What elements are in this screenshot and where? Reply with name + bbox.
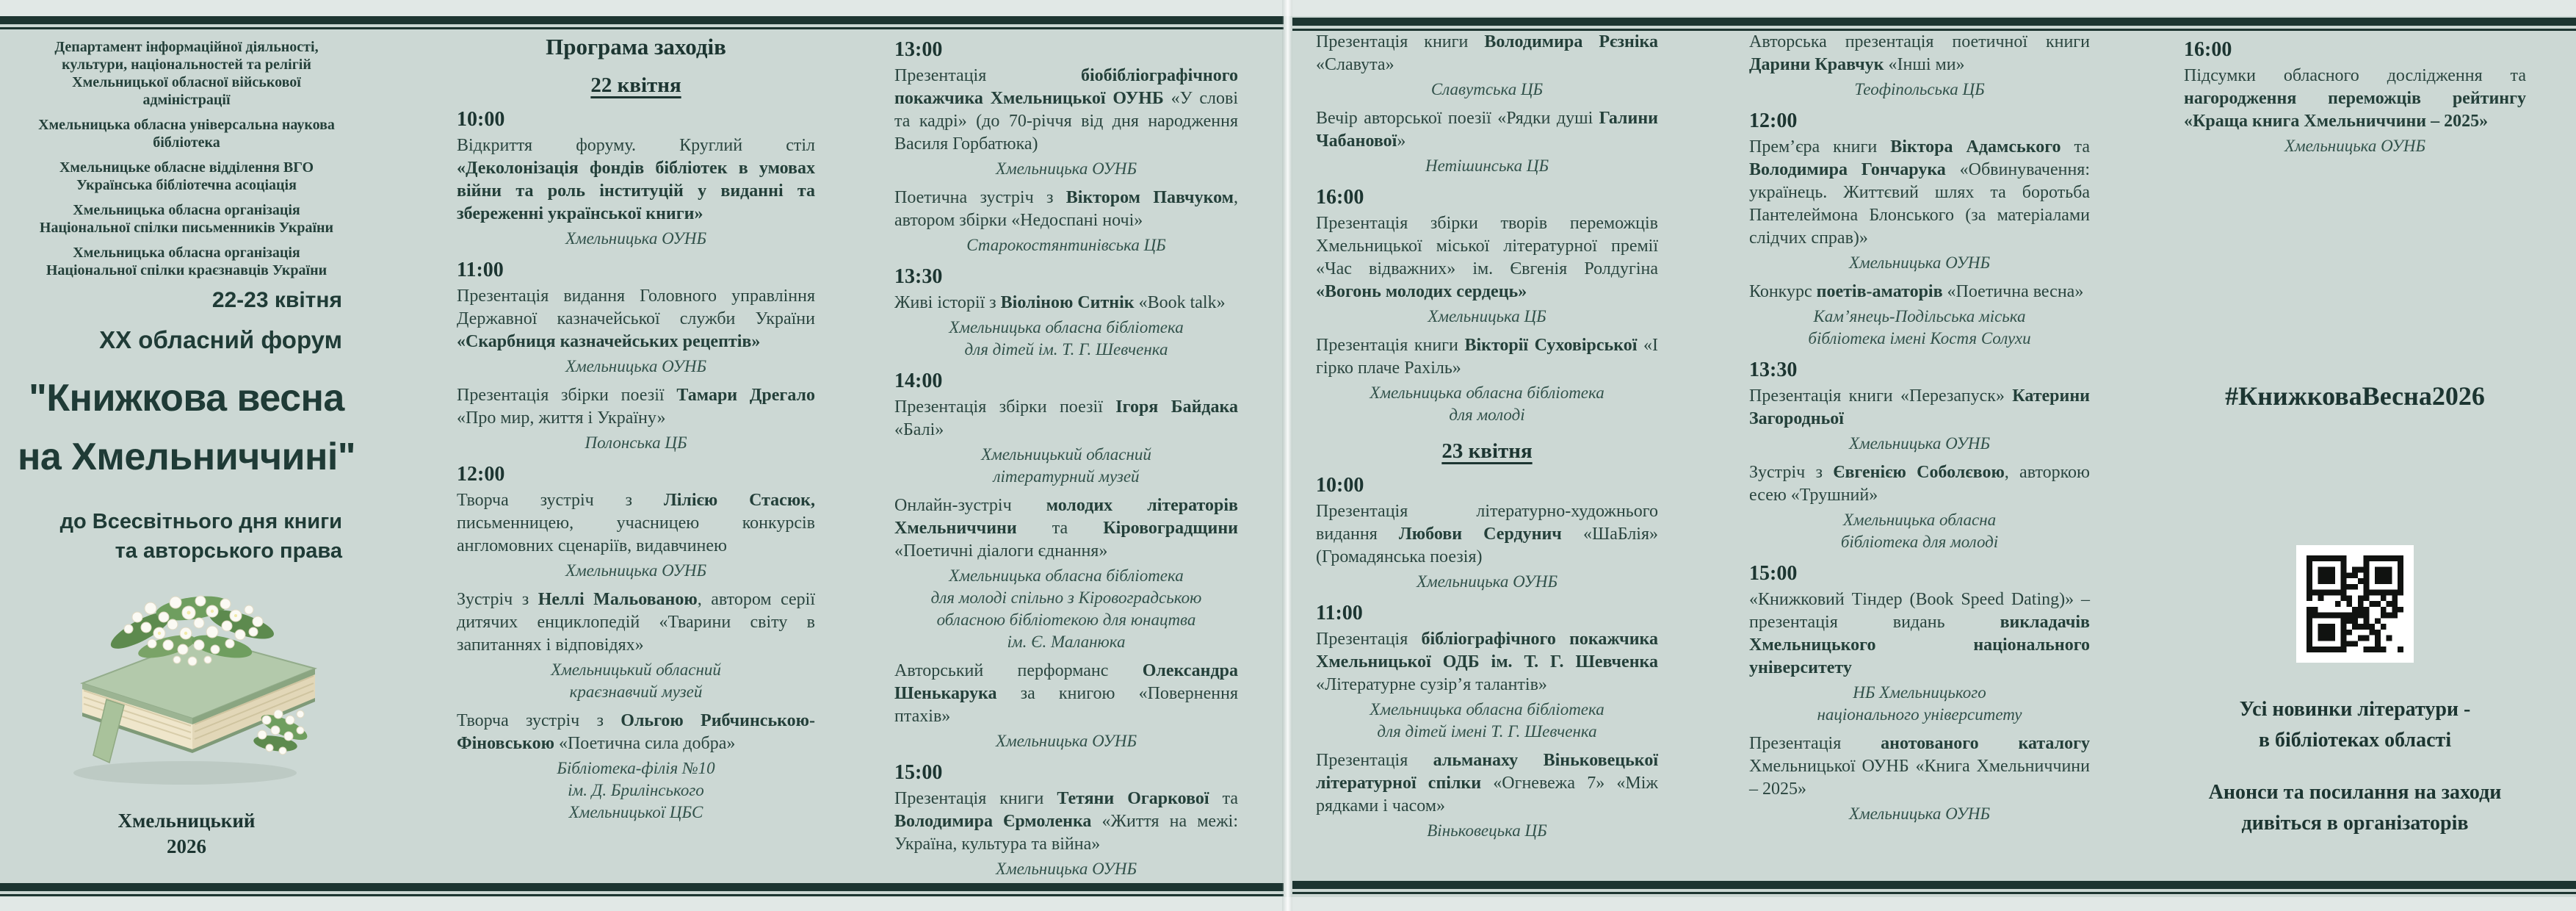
- venue: [2184, 135, 2526, 157]
- program-column-4: [1749, 29, 2090, 885]
- imprint-year: 2026: [167, 835, 206, 857]
- event-text: «Огневежа 7» «Між рядками і часом»: [1316, 774, 1658, 815]
- event-highlight: Галини Чабанової: [1316, 109, 1658, 151]
- event-text: Авторська презентація поетичної книги: [1749, 32, 2090, 51]
- venue: [1316, 382, 1658, 426]
- event-text: «У слові та кадрі» (до 70-річчя від дня народження Василя Горбатюка): [894, 89, 1238, 154]
- time-heading: 15:00: [894, 761, 943, 784]
- event-text: та: [1209, 789, 1238, 808]
- footer-line: в бібліотеках області: [2258, 729, 2452, 752]
- event-highlight: «Скарбниця казначейських рецептів»: [457, 332, 761, 351]
- venue-line: для дітей ім. Т. Г. Шевченка: [964, 340, 1168, 359]
- subtitle-line: та авторського права: [115, 539, 342, 563]
- venue-line: Хмельницька обласна бібліотека: [1370, 700, 1604, 719]
- venue-line: Бібліотека-філія №10: [557, 759, 715, 777]
- event-description: [894, 494, 1238, 563]
- event-highlight: Тамари Дрегало: [676, 386, 815, 405]
- event-highlight: альманаху Віньковецької літературної спілки: [1316, 751, 1658, 793]
- time-heading: 10:00: [457, 108, 505, 131]
- event-description: [1316, 334, 1658, 380]
- event-text: «Поетична сила добра»: [554, 734, 736, 753]
- venue: [1749, 433, 2090, 455]
- venue-line: для молоді: [1449, 406, 1525, 424]
- event-text: «ШаБлія» (Громадянська поезія): [1316, 525, 1658, 566]
- venue: [894, 565, 1238, 653]
- venue-line: Хмельницька обласна бібліотека: [949, 566, 1184, 585]
- event-description: [457, 588, 815, 657]
- organizer: Хмельницька обласна організація Національної спілки краєзнавців України: [46, 245, 328, 278]
- title-line: на Хмельниччині": [17, 436, 356, 478]
- venue-line: Хмельницька обласна: [1842, 511, 1997, 529]
- venue: [457, 560, 815, 582]
- event-text: Творча зустріч з: [457, 491, 664, 510]
- event-text: Конкурс: [1749, 282, 1817, 301]
- event-text: Зустріч з: [457, 590, 538, 609]
- event-description: [1749, 281, 2090, 303]
- event-text: за книгою «Повернення птахів»: [894, 684, 1238, 726]
- event-highlight: Володимира Гончарука: [1749, 160, 1946, 179]
- top-border-rule: [0, 16, 1284, 29]
- event-text: та: [2061, 137, 2090, 156]
- venue-line: Хмельницький обласний: [981, 445, 1151, 464]
- event-text: Зустріч з: [1749, 463, 1834, 482]
- forum-subtitle: [60, 507, 342, 566]
- venue: [1749, 682, 2090, 726]
- venue-line: Хмельницька ОУНБ: [1848, 253, 1991, 272]
- time-heading: 13:30: [894, 265, 943, 288]
- event-description: [457, 134, 815, 226]
- venue: [1316, 306, 1658, 328]
- venue-line: для дітей імені Т. Г. Шевченка: [1377, 722, 1597, 741]
- venue-line: Хмельницька ОУНБ: [2284, 137, 2426, 155]
- forum-name: XX обласний форум: [99, 326, 342, 353]
- title-line: "Книжкова весна: [29, 377, 344, 420]
- event-highlight: Тетяни Огаркової: [1057, 789, 1209, 808]
- event-description: [894, 660, 1238, 728]
- event-description: [2184, 65, 2526, 133]
- footer-note-announcements: [2184, 777, 2526, 839]
- venue: [1749, 803, 2090, 825]
- footer-line: дивіться в організаторів: [2241, 812, 2469, 835]
- event-text: «Інші ми»: [1884, 55, 1965, 74]
- schedule-items: [457, 73, 815, 824]
- schedule-items: [1749, 31, 2090, 825]
- venue: [1316, 571, 1658, 593]
- schedule-items: [1316, 31, 1658, 842]
- event-text: , автором серії дитячих енциклопедій «Тварини світу в запитаннях і відповідях»: [457, 590, 816, 655]
- venue-line: Хмельницька ОУНБ: [995, 860, 1137, 878]
- time-heading: 14:00: [894, 370, 943, 392]
- venue-line: НБ Хмельницького: [1853, 683, 1986, 702]
- event-highlight: Євгенією Соболєвою: [1833, 463, 2005, 482]
- program-column-1: [457, 29, 815, 885]
- footer-note-libraries: [2184, 694, 2526, 756]
- event-highlight: поетів-аматорів: [1816, 282, 1943, 301]
- event-description: [1749, 588, 2090, 680]
- event-text: «Поетичні діалоги єднання»: [894, 541, 1108, 561]
- qr-code: [2296, 545, 2414, 663]
- event-text: Презентація збірки поезії: [894, 397, 1116, 417]
- event-text: , авторкою есею «Трушний»: [1749, 463, 2090, 505]
- event-highlight: бібліографічного покажчика Хмельницької ОДБ ім. Т. Г. Шевченка: [1316, 630, 1658, 671]
- event-description: [457, 384, 815, 430]
- venue: [1316, 820, 1658, 842]
- venue-line: національного університету: [1817, 705, 2022, 724]
- event-text: Презентація книги: [1316, 32, 1485, 51]
- event-text: Презентація: [1749, 734, 1881, 753]
- venue-line: обласною бібліотекою для юнацтва: [936, 611, 1196, 629]
- venue-line: краєзнавчий музей: [569, 683, 703, 701]
- venue-line: Старокостянтинівська ЦБ: [966, 236, 1166, 254]
- event-description: [457, 489, 815, 558]
- event-text: Презентація: [894, 66, 1081, 85]
- event-highlight: анотованого каталогу: [1881, 734, 2090, 753]
- event-highlight: Кіровоградщини: [1103, 519, 1238, 538]
- venue-line: ім. Д. Брилінського: [568, 781, 704, 799]
- venue: [1749, 509, 2090, 553]
- event-text: Поетична зустріч з: [894, 188, 1066, 207]
- event-description: [894, 65, 1238, 156]
- venue-line: Хмельницька ОУНБ: [995, 159, 1137, 178]
- event-description: [1749, 31, 2090, 76]
- event-highlight: Олександра Шенькарука: [894, 661, 1238, 703]
- event-description: [1749, 461, 2090, 507]
- venue-line: Теофіпольська ЦБ: [1854, 80, 1985, 98]
- imprint-city: Хмельницький: [117, 810, 256, 832]
- venue: [1749, 79, 2090, 101]
- event-description: [457, 285, 815, 353]
- event-text: «Про мир, життя і Україну»: [457, 408, 666, 428]
- event-description: [1316, 500, 1658, 569]
- time-heading: 12:00: [457, 463, 505, 486]
- time-heading: 13:00: [894, 38, 943, 61]
- event-text: Презентація видання Головного управління Державної казначейської служби України: [457, 287, 815, 328]
- venue-line: Нетішинська ЦБ: [1425, 156, 1549, 175]
- venue: [1316, 79, 1658, 101]
- event-highlight: Володимира Єрмоленка: [894, 812, 1092, 831]
- time-heading: 12:00: [1749, 109, 1798, 132]
- event-text: »: [1397, 132, 1406, 151]
- time-heading: 16:00: [2184, 38, 2232, 61]
- venue: [894, 858, 1238, 880]
- event-text: «Поетична весна»: [1942, 282, 2084, 301]
- event-highlight: «Деколонізація фондів бібліотек в умовах війни та роль інституцій у виданні та збереженні української книги»: [457, 159, 815, 223]
- venue: [1749, 306, 2090, 350]
- venue-line: для молоді спільно з Кіровоградською: [930, 588, 1202, 607]
- event-highlight: Неллі Мальованою: [538, 590, 698, 609]
- event-text: «І гірко плаче Рахіль»: [1316, 336, 1658, 378]
- event-text: та: [1016, 519, 1104, 538]
- venue: [457, 356, 815, 378]
- event-description: [1316, 628, 1658, 696]
- event-text: Творча зустріч з: [457, 711, 621, 730]
- event-highlight: Дарини Кравчук: [1749, 55, 1884, 74]
- event-highlight: біобібліографічного покажчика Хмельницької ОУНБ: [894, 66, 1238, 108]
- event-description: [1316, 107, 1658, 153]
- book-with-flowers-image: [38, 573, 332, 793]
- event-highlight: Віоліною Ситнік: [1000, 293, 1135, 312]
- venue-line: Хмельницької ЦБС: [568, 803, 703, 821]
- event-highlight: Володимира Рєзніка: [1484, 32, 1658, 51]
- venue-line: Хмельницька обласна бібліотека: [949, 318, 1184, 336]
- organizer: Департамент інформаційної діяльності, культури, національностей та релігій Хмельницької обласної військової адміністрації: [54, 39, 319, 108]
- venue-line: Хмельницька ОУНБ: [565, 357, 707, 375]
- venue: [457, 432, 815, 454]
- venue: [894, 158, 1238, 180]
- event-description: [1749, 385, 2090, 431]
- venue: [1749, 252, 2090, 274]
- event-text: Онлайн-зустріч: [894, 496, 1046, 515]
- event-text: «Життя на межі: Україна, культура та війна»: [894, 812, 1238, 854]
- event-highlight: Ігоря Байдака: [1115, 397, 1238, 417]
- event-description: [1316, 212, 1658, 303]
- event-text: Презентація збірки поезії: [457, 386, 677, 405]
- subtitle-line: до Всесвітнього дня книги: [59, 510, 342, 533]
- event-text: Підсумки обласного дослідження та: [2184, 66, 2526, 85]
- venue-line: Хмельницька ОУНБ: [1848, 804, 1991, 823]
- event-text: Вечір авторської поезії «Рядки душі: [1316, 109, 1599, 128]
- venue-line: Хмельницька ЦБ: [1428, 307, 1546, 325]
- event-description: [894, 396, 1238, 442]
- event-description: [894, 788, 1238, 856]
- event-description: [894, 187, 1238, 232]
- venue-line: ім. Є. Маланюка: [1007, 633, 1126, 651]
- page-fold-seam: [1282, 0, 1292, 911]
- venue-line: Полонська ЦБ: [585, 433, 687, 452]
- footer-line: Анонси та посилання на заходи: [2208, 781, 2502, 804]
- event-text: «Обвинувачення: українець. Життєвий шлях та боротьба Пантелеймона Блонського (за матеріалами слідчих справ)»: [1749, 160, 2090, 248]
- time-heading: 13:30: [1749, 359, 1798, 381]
- venue: [457, 659, 815, 703]
- venue-line: Хмельницький обласний: [551, 660, 721, 679]
- event-description: [1316, 749, 1658, 818]
- event-highlight: викладачів Хмельницького національного університету: [1749, 613, 2090, 677]
- venue: [1316, 699, 1658, 743]
- footer-line: Усі новинки літератури -: [2239, 698, 2471, 721]
- event-highlight: Віктора Адамського: [1890, 137, 2061, 156]
- event-text: Презентація: [1316, 630, 1422, 649]
- time-heading: 10:00: [1316, 474, 1364, 497]
- venue-line: бібліотека імені Костя Солухи: [1808, 329, 2031, 348]
- venue-line: Віньковецька ЦБ: [1427, 821, 1547, 840]
- organizer: Хмельницька обласна універсальна наукова бібліотека: [38, 117, 335, 151]
- event-text: Відкриття форуму. Круглий стіл: [457, 136, 815, 155]
- event-description: [1316, 31, 1658, 76]
- event-text: Авторський перформанс: [894, 661, 1143, 680]
- event-text: Презентація книги: [1316, 336, 1465, 355]
- event-text: письменницею, учасницею конкурсів англомовних сценаріїв, видавчинею: [457, 514, 815, 555]
- program-title: Програма заходів: [546, 34, 726, 60]
- venue-line: Хмельницька ОУНБ: [565, 229, 707, 248]
- event-text: Хмельницької ОУНБ «Книга Хмельниччини – 2025»: [1749, 757, 2090, 799]
- event-text: «Балі»: [894, 420, 944, 439]
- schedule-items: [2184, 38, 2526, 157]
- event-text: Презентація книги «Перезапуск»: [1749, 386, 2013, 406]
- venue-line: літературний музей: [993, 467, 1140, 486]
- event-text: Презентація літературно-художнього видання: [1316, 502, 1658, 544]
- event-highlight: «Вогонь молодих сердець»: [1316, 282, 1527, 301]
- program-column-2: [894, 29, 1238, 885]
- event-text: Прем’єра книги: [1749, 137, 1891, 156]
- venue: [457, 757, 815, 824]
- back-panel: [2184, 29, 2526, 885]
- event-text: «Book talk»: [1134, 293, 1226, 312]
- event-text: «Славута»: [1316, 55, 1394, 74]
- time-heading: 15:00: [1749, 562, 1798, 585]
- time-heading: 11:00: [1316, 602, 1363, 624]
- event-highlight: Віктором Павчуком: [1066, 188, 1234, 207]
- program-column-3: [1316, 29, 1658, 885]
- day-heading: 23 квітня: [1441, 439, 1533, 463]
- event-highlight: Вікторії Суховірської: [1464, 336, 1638, 355]
- event-text: , автором збірки «Недоспані ночі»: [894, 188, 1238, 230]
- event-description: [1749, 732, 2090, 801]
- venue-line: Хмельницька ОУНБ: [1848, 434, 1991, 453]
- organizers-list: [31, 38, 342, 287]
- venue: [894, 730, 1238, 752]
- event-text: «Літературне сузір’я талантів»: [1316, 675, 1547, 694]
- cover-panel: [17, 29, 356, 885]
- venue-line: Славутська ЦБ: [1430, 80, 1544, 98]
- organizer: Хмельницьке обласне відділення ВГО Українська бібліотечна асоціація: [59, 159, 314, 193]
- venue-line: Хмельницька ОУНБ: [995, 732, 1137, 750]
- event-description: [894, 292, 1238, 314]
- time-heading: 11:00: [457, 259, 504, 281]
- venue: [894, 234, 1238, 256]
- event-text: Презентація збірки творів переможців Хмельницької міської літературної премії «Час відважних» ім. Євгенія Ролдугіна: [1316, 214, 1658, 278]
- venue: [1316, 155, 1658, 177]
- event-text: Презентація книги: [894, 789, 1057, 808]
- venue: [457, 228, 815, 250]
- event-highlight: Ольгою Рибчинською-Фіновською: [457, 711, 815, 753]
- organizer: Хмельницька обласна організація Національної спілки письменників України: [39, 202, 334, 236]
- venue-line: Кам’янець-Подільська міська: [1813, 307, 2026, 325]
- event-description: [1749, 136, 2090, 250]
- forum-title: [18, 369, 355, 486]
- hashtag: #КнижковаВесна2026: [2225, 381, 2485, 411]
- day-heading: 22 квітня: [590, 73, 681, 97]
- venue: [894, 317, 1238, 361]
- venue-line: бібліотека для молоді: [1840, 533, 1999, 551]
- schedule-items: [894, 38, 1238, 880]
- event-description: [457, 710, 815, 755]
- event-text: «Книжковий Тіндер (Book Speed Dating)» – презентація видань: [1749, 590, 2090, 632]
- time-heading: 16:00: [1316, 186, 1364, 209]
- event-highlight: Любови Сердунич: [1398, 525, 1562, 544]
- event-text: Живі історії з: [894, 293, 1001, 312]
- venue-line: Хмельницька ОУНБ: [1416, 572, 1558, 591]
- event-highlight: Катерини Загородньої: [1749, 386, 2090, 428]
- venue-line: Хмельницька обласна бібліотека: [1370, 384, 1604, 402]
- event-text: Презентація: [1316, 751, 1433, 770]
- event-highlight: молодих літераторів Хмельниччини: [894, 496, 1238, 538]
- event-highlight: нагородження переможців рейтингу «Краща книга Хмельниччини – 2025»: [2184, 89, 2526, 131]
- event-highlight: Лілією Стасюк,: [663, 491, 815, 510]
- venue-line: Хмельницька ОУНБ: [565, 561, 707, 580]
- forum-dates: 22-23 квітня: [211, 288, 342, 312]
- venue: [894, 444, 1238, 488]
